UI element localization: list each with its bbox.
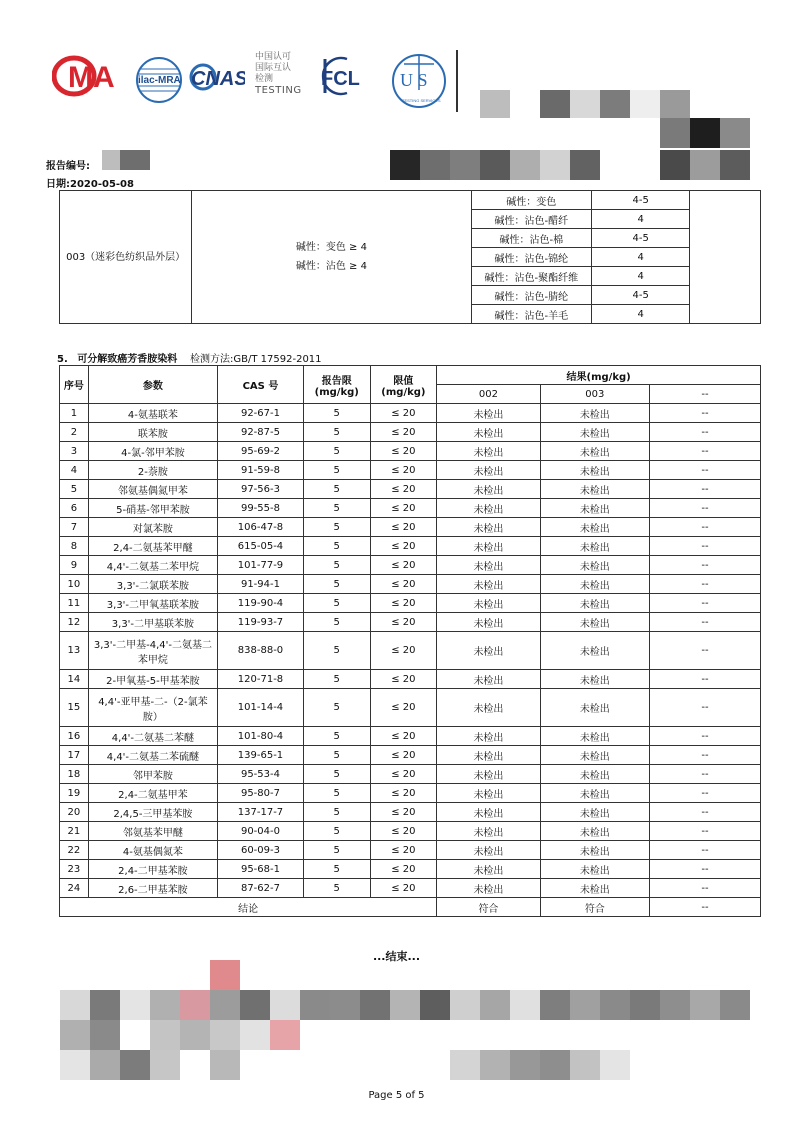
result-empty: -- — [649, 442, 760, 461]
end-marker: ...结束... — [372, 950, 421, 963]
table-row — [60, 841, 761, 860]
cas-number: 101-14-4 — [218, 689, 304, 727]
cas-number: 95-53-4 — [218, 765, 304, 784]
us-logo-ring-text: TESTING SERVICES — [402, 98, 441, 103]
cas-number: 101-77-9 — [218, 556, 304, 575]
result-002: 未检出 — [437, 556, 540, 575]
row-number: 14 — [60, 670, 89, 689]
parameter-name: 4,4'-二氨基二苯甲烷 — [88, 556, 217, 575]
section-title: 可分解致癌芳香胺染料 — [77, 354, 178, 365]
cas-number: 119-93-7 — [218, 613, 304, 632]
row-number: 18 — [60, 765, 89, 784]
limit-value: ≤ 20 — [370, 480, 437, 499]
result-002: 未检出 — [437, 613, 540, 632]
report-limit: 5 — [303, 518, 370, 537]
result-003: 未检出 — [540, 518, 649, 537]
report-limit: 5 — [303, 803, 370, 822]
row-number: 21 — [60, 822, 89, 841]
report-limit: 5 — [303, 499, 370, 518]
parameter-name: 2,4-二氨基甲苯 — [88, 784, 217, 803]
table-row — [60, 537, 761, 556]
fcl-logo — [317, 55, 367, 97]
parameter-name: 3,3'-二甲氧基联苯胺 — [88, 594, 217, 613]
cas-number: 95-80-7 — [218, 784, 304, 803]
result-002: 未检出 — [437, 879, 540, 898]
parameter-name: 邻甲苯胺 — [88, 765, 217, 784]
test-item-cell: 碱性：沾色-聚酯纤维 — [471, 267, 591, 286]
cas-number: 119-90-4 — [218, 594, 304, 613]
report-limit: 5 — [303, 879, 370, 898]
parameter-name: 2,4,5-三甲基苯胺 — [88, 803, 217, 822]
result-002: 未检出 — [437, 822, 540, 841]
report-limit: 5 — [303, 841, 370, 860]
test-item-cell: 碱性：沾色-腈纶 — [471, 286, 591, 305]
ilac-mra-logo — [132, 55, 187, 105]
result-002: 未检出 — [437, 746, 540, 765]
result-003: 未检出 — [540, 822, 649, 841]
header-report-limit-label: 报告限 — [321, 375, 352, 387]
result-003: 未检出 — [540, 499, 649, 518]
requirement-line: 碱性：变色 ≥ 4 — [295, 242, 367, 253]
row-number: 22 — [60, 841, 89, 860]
report-limit: 5 — [303, 689, 370, 727]
result-empty: -- — [649, 499, 760, 518]
parameter-name: 4-氯-邻甲苯胺 — [88, 442, 217, 461]
report-limit: 5 — [303, 480, 370, 499]
result-002: 未检出 — [437, 632, 540, 670]
report-limit: 5 — [303, 556, 370, 575]
table-row — [60, 442, 761, 461]
table-row — [60, 746, 761, 765]
report-limit: 5 — [303, 670, 370, 689]
empty-cell — [690, 191, 761, 324]
result-empty: -- — [649, 784, 760, 803]
limit-value: ≤ 20 — [370, 575, 437, 594]
result-002: 未检出 — [437, 537, 540, 556]
result-003: 未检出 — [540, 689, 649, 727]
limit-value: ≤ 20 — [370, 613, 437, 632]
row-number: 16 — [60, 727, 89, 746]
parameter-name: 联苯胺 — [88, 423, 217, 442]
limit-value: ≤ 20 — [370, 879, 437, 898]
header-results: 结果(mg/kg) — [437, 366, 761, 385]
result-003: 未检出 — [540, 803, 649, 822]
parameter-name: 对氯苯胺 — [88, 518, 217, 537]
limit-value: ≤ 20 — [370, 499, 437, 518]
cas-number: 615-05-4 — [218, 537, 304, 556]
result-002: 未检出 — [437, 461, 540, 480]
row-number: 4 — [60, 461, 89, 480]
row-number: 12 — [60, 613, 89, 632]
result-empty: -- — [649, 803, 760, 822]
result-002: 未检出 — [437, 594, 540, 613]
limit-value: ≤ 20 — [370, 556, 437, 575]
result-empty: -- — [649, 537, 760, 556]
redacted-report-number — [102, 150, 120, 170]
test-method: 检测方法:GB/T 17592-2011 — [190, 354, 322, 365]
cas-number: 137-17-7 — [218, 803, 304, 822]
cas-number: 87-62-7 — [218, 879, 304, 898]
sample-cell: 003（迷彩色纺织品外层） — [60, 191, 192, 324]
limit-value: ≤ 20 — [370, 746, 437, 765]
table-row — [60, 784, 761, 803]
cas-number: 92-67-1 — [218, 404, 304, 423]
table-row — [60, 727, 761, 746]
header-cas: CAS 号 — [218, 366, 304, 404]
cma-logo — [52, 55, 130, 97]
limit-value: ≤ 20 — [370, 594, 437, 613]
limit-value: ≤ 20 — [370, 518, 437, 537]
grade-cell: 4-5 — [591, 286, 689, 305]
parameter-name: 4,4'-二氨基二苯硫醚 — [88, 746, 217, 765]
result-empty: -- — [649, 423, 760, 442]
parameter-name: 4,4'-亚甲基-二-（2-氯苯胺） — [88, 689, 217, 727]
result-003: 未检出 — [540, 480, 649, 499]
cas-number: 92-87-5 — [218, 423, 304, 442]
result-002: 未检出 — [437, 727, 540, 746]
cas-number: 99-55-8 — [218, 499, 304, 518]
report-limit: 5 — [303, 860, 370, 879]
report-limit: 5 — [303, 765, 370, 784]
section-number: 5. — [57, 354, 68, 365]
result-002: 未检出 — [437, 499, 540, 518]
row-number: 13 — [60, 632, 89, 670]
result-empty: -- — [649, 727, 760, 746]
result-empty: -- — [649, 689, 760, 727]
report-limit: 5 — [303, 404, 370, 423]
limit-value: ≤ 20 — [370, 822, 437, 841]
table-row — [60, 461, 761, 480]
limit-value: ≤ 20 — [370, 765, 437, 784]
report-limit: 5 — [303, 537, 370, 556]
result-empty: -- — [649, 613, 760, 632]
result-empty: -- — [649, 556, 760, 575]
page-number: Page 5 of 5 — [368, 1090, 425, 1101]
row-number: 24 — [60, 879, 89, 898]
row-number: 19 — [60, 784, 89, 803]
result-003: 未检出 — [540, 613, 649, 632]
parameter-name: 邻氨基苯甲醚 — [88, 822, 217, 841]
result-empty: -- — [649, 518, 760, 537]
parameter-name: 2,4-二甲基苯胺 — [88, 860, 217, 879]
header-report-limit-unit: (mg/kg) — [314, 386, 359, 398]
result-empty: -- — [649, 404, 760, 423]
result-002: 未检出 — [437, 423, 540, 442]
us-logo-text: U S — [400, 70, 428, 90]
result-empty: -- — [649, 480, 760, 499]
result-002: 未检出 — [437, 575, 540, 594]
row-number: 10 — [60, 575, 89, 594]
row-number: 6 — [60, 499, 89, 518]
report-date: 日期:2020-05-08 — [46, 179, 134, 190]
cas-number: 91-59-8 — [218, 461, 304, 480]
test-item-cell: 碱性：沾色-醋纤 — [471, 210, 591, 229]
limit-value: ≤ 20 — [370, 841, 437, 860]
result-empty: -- — [649, 632, 760, 670]
cma-logo-text: MA — [68, 61, 115, 94]
result-empty: -- — [649, 575, 760, 594]
table-row — [60, 423, 761, 442]
parameter-name: 2-萘胺 — [88, 461, 217, 480]
cas-number: 101-80-4 — [218, 727, 304, 746]
report-limit: 5 — [303, 594, 370, 613]
requirement-line: 碱性：沾色 ≥ 4 — [295, 261, 367, 272]
grade-cell: 4 — [591, 210, 689, 229]
result-003: 未检出 — [540, 594, 649, 613]
result-empty: -- — [649, 879, 760, 898]
grade-cell: 4 — [591, 305, 689, 324]
limit-value: ≤ 20 — [370, 404, 437, 423]
row-number: 17 — [60, 746, 89, 765]
result-empty: -- — [649, 670, 760, 689]
conclusion-label: 结论 — [60, 898, 437, 917]
result-002: 未检出 — [437, 670, 540, 689]
cnas-text-block — [255, 52, 315, 96]
limit-value: ≤ 20 — [370, 860, 437, 879]
limit-value: ≤ 20 — [370, 784, 437, 803]
redacted-report-number — [120, 150, 150, 170]
conclusion-002: 符合 — [437, 898, 540, 917]
cnas-text-line: TESTING — [255, 85, 302, 96]
result-002: 未检出 — [437, 784, 540, 803]
report-limit: 5 — [303, 632, 370, 670]
result-003: 未检出 — [540, 860, 649, 879]
grade-cell: 4-5 — [591, 229, 689, 248]
table-row — [60, 480, 761, 499]
result-002: 未检出 — [437, 518, 540, 537]
table-row — [60, 499, 761, 518]
cas-number: 838-88-0 — [218, 632, 304, 670]
row-number: 11 — [60, 594, 89, 613]
parameter-name: 3,3'-二甲基联苯胺 — [88, 613, 217, 632]
report-limit: 5 — [303, 822, 370, 841]
limit-value: ≤ 20 — [370, 632, 437, 670]
limit-value: ≤ 20 — [370, 727, 437, 746]
result-002: 未检出 — [437, 689, 540, 727]
grade-cell: 4-5 — [591, 191, 689, 210]
limit-value: ≤ 20 — [370, 670, 437, 689]
result-empty: -- — [649, 841, 760, 860]
header-limit — [370, 366, 437, 404]
svg-text:ilac-MRA: ilac-MRA — [138, 75, 181, 86]
parameter-name: 邻氨基偶氮甲苯 — [88, 480, 217, 499]
conclusion-003: 符合 — [540, 898, 649, 917]
cas-number: 95-68-1 — [218, 860, 304, 879]
result-003: 未检出 — [540, 765, 649, 784]
result-empty: -- — [649, 746, 760, 765]
cnas-text-line: 中国认可 — [255, 52, 292, 62]
report-limit: 5 — [303, 423, 370, 442]
row-number: 23 — [60, 860, 89, 879]
report-limit: 5 — [303, 613, 370, 632]
result-002: 未检出 — [437, 765, 540, 784]
row-number: 7 — [60, 518, 89, 537]
row-number: 2 — [60, 423, 89, 442]
test-item-cell: 碱性：沾色-棉 — [471, 229, 591, 248]
result-002: 未检出 — [437, 860, 540, 879]
header-sample-003: 003 — [540, 385, 649, 404]
section-heading — [57, 350, 322, 365]
parameter-name: 2-甲氧基-5-甲基苯胺 — [88, 670, 217, 689]
result-003: 未检出 — [540, 423, 649, 442]
limit-value: ≤ 20 — [370, 461, 437, 480]
cas-number: 95-69-2 — [218, 442, 304, 461]
result-003: 未检出 — [540, 537, 649, 556]
row-number: 15 — [60, 689, 89, 727]
header-parameter: 参数 — [88, 366, 217, 404]
report-limit: 5 — [303, 746, 370, 765]
result-empty: -- — [649, 594, 760, 613]
row-number: 1 — [60, 404, 89, 423]
fcl-logo-text: FCL — [321, 68, 360, 90]
result-002: 未检出 — [437, 803, 540, 822]
table-row — [60, 556, 761, 575]
result-empty: -- — [649, 765, 760, 784]
header-report-limit — [303, 366, 370, 404]
table-row — [60, 689, 761, 727]
table-row — [60, 594, 761, 613]
cnas-logo-text: CNAS — [191, 68, 245, 90]
row-number: 20 — [60, 803, 89, 822]
us-testing-logo — [388, 50, 450, 112]
result-003: 未检出 — [540, 556, 649, 575]
result-003: 未检出 — [540, 461, 649, 480]
report-limit: 5 — [303, 461, 370, 480]
row-number: 3 — [60, 442, 89, 461]
report-limit: 5 — [303, 575, 370, 594]
header-limit-label: 限值 — [393, 375, 414, 387]
test-item-cell: 碱性：沾色-锦纶 — [471, 248, 591, 267]
cas-number: 91-94-1 — [218, 575, 304, 594]
result-002: 未检出 — [437, 404, 540, 423]
table-row — [60, 632, 761, 670]
cas-number: 90-04-0 — [218, 822, 304, 841]
table-row — [60, 860, 761, 879]
parameter-name: 4-氨基联苯 — [88, 404, 217, 423]
row-number: 8 — [60, 537, 89, 556]
cas-number: 120-71-8 — [218, 670, 304, 689]
header-limit-unit: (mg/kg) — [381, 386, 426, 398]
report-number-label: 报告编号: — [46, 161, 90, 172]
table-row — [60, 613, 761, 632]
limit-value: ≤ 20 — [370, 803, 437, 822]
header-divider — [456, 50, 458, 112]
table-row — [60, 518, 761, 537]
cas-number: 60-09-3 — [218, 841, 304, 860]
result-empty: -- — [649, 461, 760, 480]
table-row — [60, 803, 761, 822]
result-002: 未检出 — [437, 841, 540, 860]
report-limit: 5 — [303, 442, 370, 461]
report-limit: 5 — [303, 784, 370, 803]
parameter-name: 4,4'-二氨基二苯醚 — [88, 727, 217, 746]
header-sample-empty: -- — [649, 385, 760, 404]
parameter-name: 3,3'-二氯联苯胺 — [88, 575, 217, 594]
table-row — [60, 575, 761, 594]
conclusion-empty: -- — [649, 898, 760, 917]
result-empty: -- — [649, 860, 760, 879]
cas-number: 97-56-3 — [218, 480, 304, 499]
parameter-name: 2,4-二氨基苯甲醚 — [88, 537, 217, 556]
parameter-name: 5-硝基-邻甲苯胺 — [88, 499, 217, 518]
colorfastness-table — [59, 190, 761, 324]
table-row — [60, 822, 761, 841]
result-003: 未检出 — [540, 784, 649, 803]
limit-value: ≤ 20 — [370, 442, 437, 461]
result-003: 未检出 — [540, 442, 649, 461]
result-003: 未检出 — [540, 404, 649, 423]
result-003: 未检出 — [540, 575, 649, 594]
report-limit: 5 — [303, 727, 370, 746]
result-003: 未检出 — [540, 746, 649, 765]
limit-value: ≤ 20 — [370, 423, 437, 442]
result-empty: -- — [649, 822, 760, 841]
limit-value: ≤ 20 — [370, 689, 437, 727]
grade-cell: 4 — [591, 248, 689, 267]
cas-number: 139-65-1 — [218, 746, 304, 765]
limit-value: ≤ 20 — [370, 537, 437, 556]
cnas-text-line: 检测 — [255, 74, 274, 84]
parameter-name: 2,6-二甲基苯胺 — [88, 879, 217, 898]
result-003: 未检出 — [540, 727, 649, 746]
table-row — [60, 879, 761, 898]
parameter-name: 4-氨基偶氮苯 — [88, 841, 217, 860]
cas-number: 106-47-8 — [218, 518, 304, 537]
test-item-cell: 碱性：变色 — [471, 191, 591, 210]
table-row — [60, 670, 761, 689]
header-no: 序号 — [60, 366, 89, 404]
result-003: 未检出 — [540, 632, 649, 670]
grade-cell: 4 — [591, 267, 689, 286]
cnas-text-line: 国际互认 — [255, 63, 292, 73]
result-002: 未检出 — [437, 480, 540, 499]
test-item-cell: 碱性：沾色-羊毛 — [471, 305, 591, 324]
requirement-cell — [192, 191, 471, 324]
table-row — [60, 404, 761, 423]
row-number: 5 — [60, 480, 89, 499]
result-003: 未检出 — [540, 879, 649, 898]
result-002: 未检出 — [437, 442, 540, 461]
aromatic-amine-table — [59, 365, 761, 917]
result-003: 未检出 — [540, 670, 649, 689]
parameter-name: 3,3'-二甲基-4,4'-二氨基二苯甲烷 — [88, 632, 217, 670]
header-sample-002: 002 — [437, 385, 540, 404]
cnas-logo — [189, 58, 245, 96]
row-number: 9 — [60, 556, 89, 575]
result-003: 未检出 — [540, 841, 649, 860]
table-row — [60, 765, 761, 784]
